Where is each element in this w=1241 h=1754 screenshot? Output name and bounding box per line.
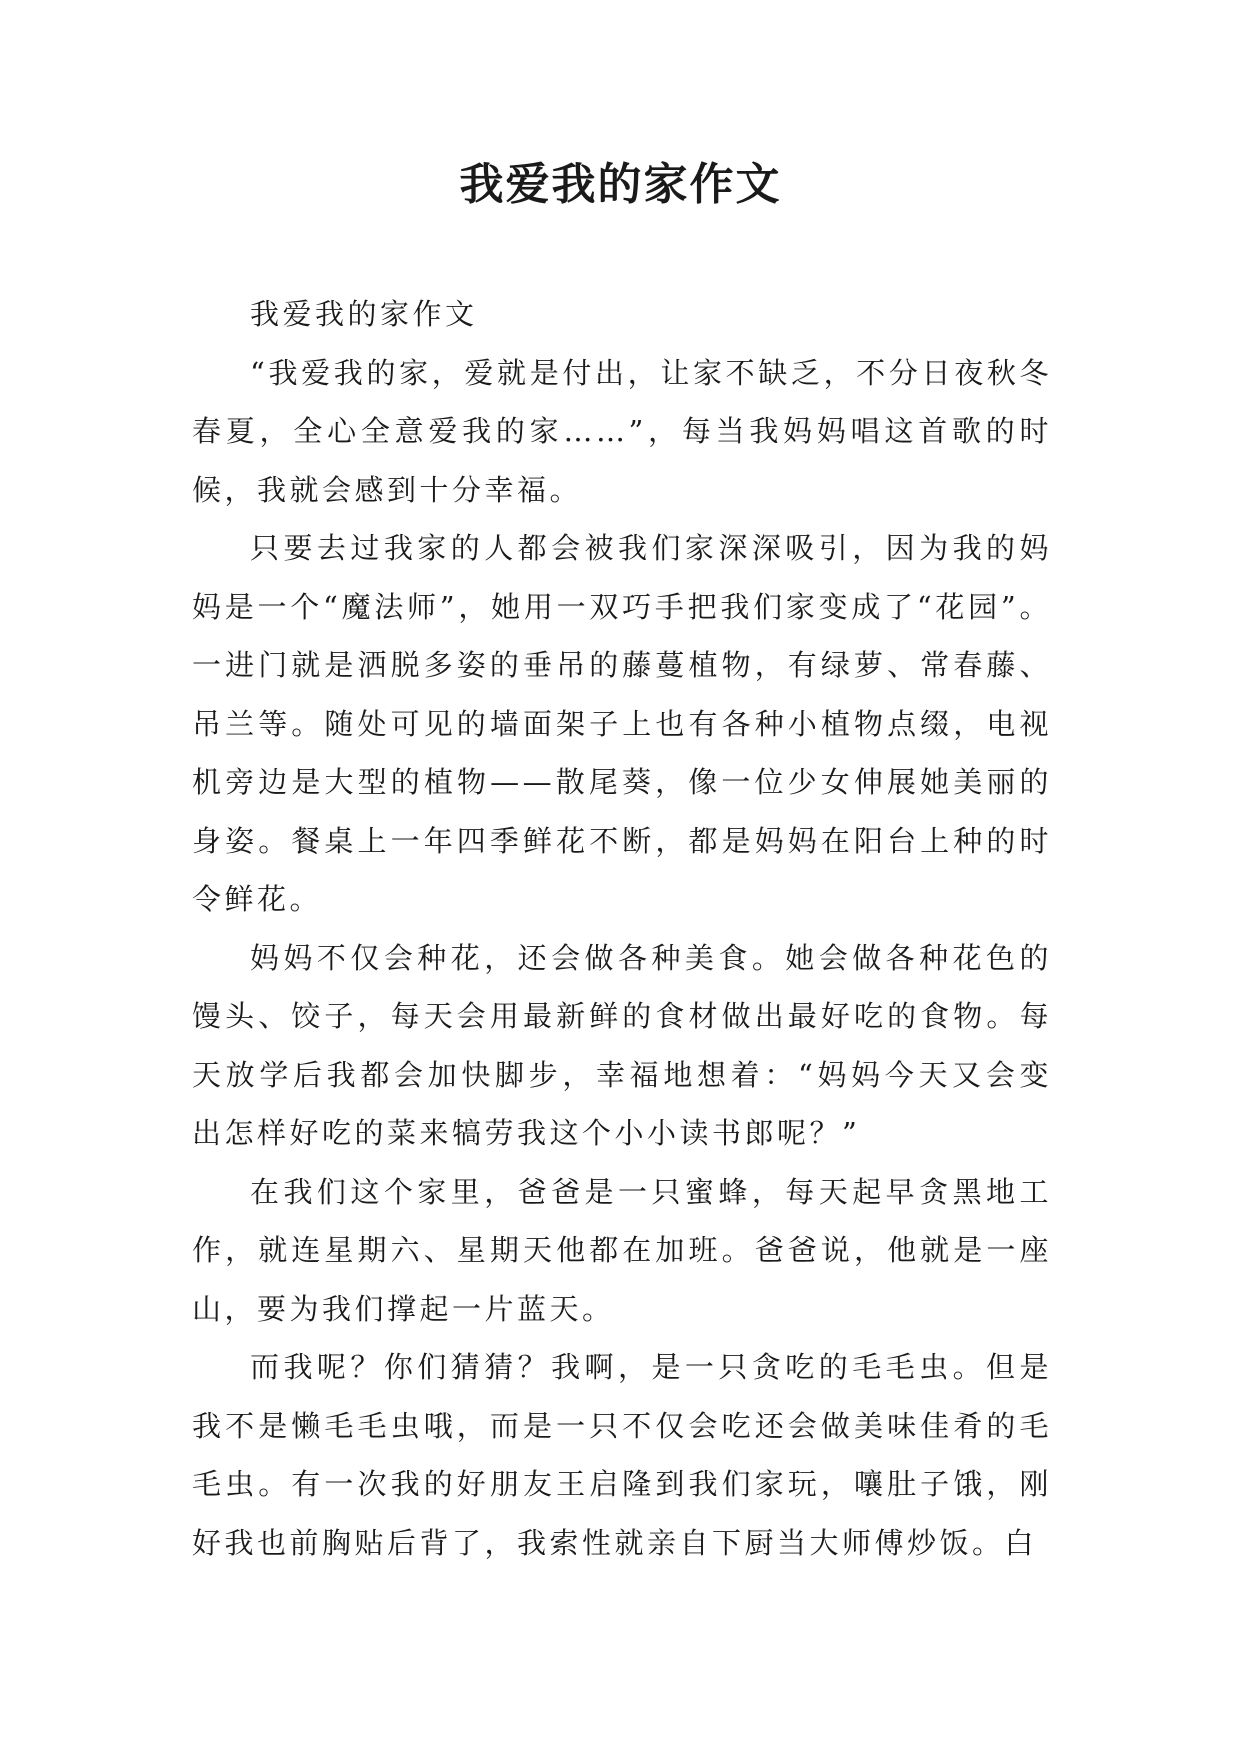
paragraph: 妈妈不仅会种花，还会做各种美食。她会做各种花色的馒头、饺子，每天会用最新鲜的食材做出最好吃的食物。每天放学后我都会加快脚步，幸福地想着：“妈妈今天又会变出怎样好吃的菜来犒劳我这个小小读书郎呢？” (192, 940, 1052, 1150)
paragraph: “我爱我的家，爱就是付出，让家不缺乏，不分日夜秋冬春夏，全心全意爱我的家……”，每当我妈妈唱这首歌的时候，我就会感到十分幸福。 (192, 355, 1052, 507)
paragraph-heading: 我爱我的家作文 (250, 297, 478, 331)
paragraph: 只要去过我家的人都会被我们家深深吸引，因为我的妈妈是一个“魔法师”，她用一双巧手把我们家变成了“花园”。一进门就是洒脱多姿的垂吊的藤蔓植物，有绿萝、常春藤、吊兰等。随处可见的墙面架子上也有各种小植物点缀，电视机旁边是大型的植物——散尾葵，像一位少女伸展她美丽的身姿。餐桌上一年四季鲜花不断，都是妈妈在阳台上种的时令鲜花。 (192, 531, 1052, 916)
document-body (192, 285, 1052, 1572)
paragraph: 而我呢？你们猜猜？我啊，是一只贪吃的毛毛虫。但是我不是懒毛毛虫哦，而是一只不仅会吃还会做美味佳肴的毛毛虫。有一次我的好朋友王启隆到我们家玩，嚷肚子饿，刚好我也前胸贴后背了，我索性就亲自下厨当大师傅炒饭。白 (192, 1350, 1052, 1560)
document-title: 我爱我的家作文 (459, 159, 782, 210)
paragraph: 在我们这个家里，爸爸是一只蜜蜂，每天起早贪黑地工作，就连星期六、星期天他都在加班。爸爸说，他就是一座山，要为我们撑起一片蓝天。 (192, 1174, 1052, 1326)
